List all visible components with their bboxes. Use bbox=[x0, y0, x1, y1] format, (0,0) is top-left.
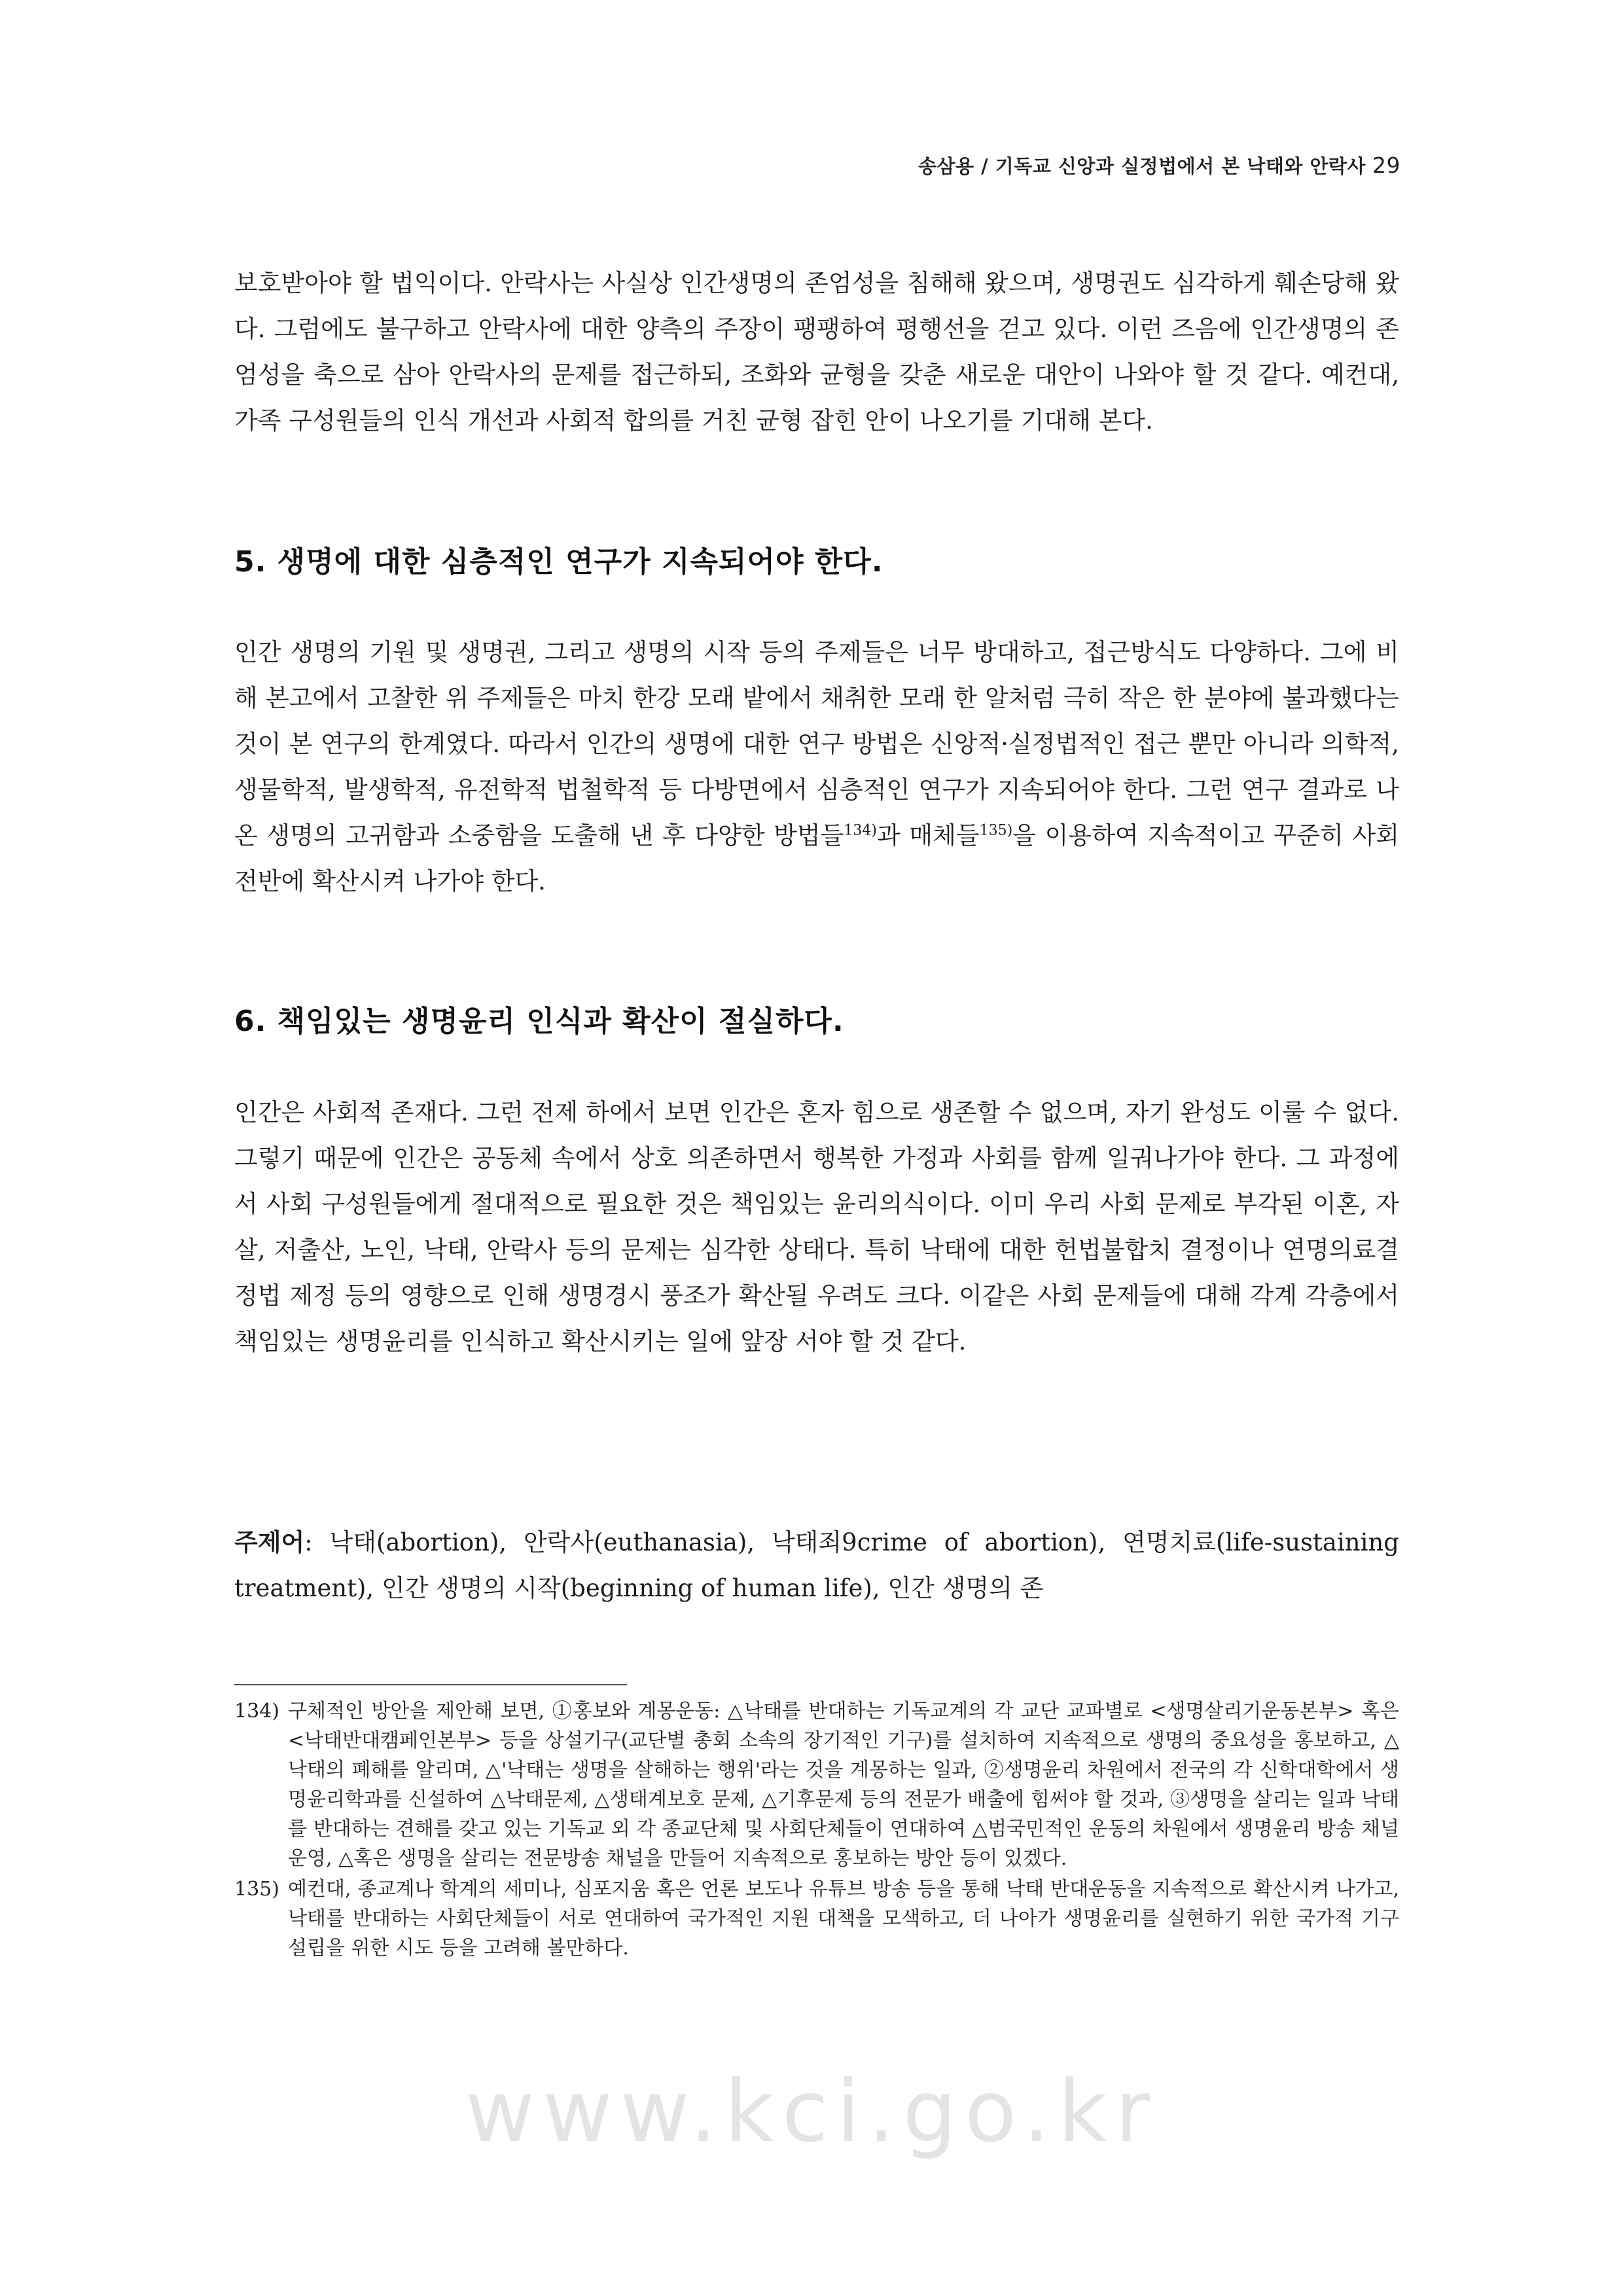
keyword-gloss: (life-sustaining treatment) bbox=[234, 1528, 1399, 1602]
keywords-paragraph: 주제어: 낙태(abortion), 안락사(euthanasia), 낙태죄9crime of abortion), 연명치료(life-sustaining treatment), 인간 생명의 시작(beginning of human life), 인간 생명의 존 bbox=[234, 1528, 1399, 1602]
intro-paragraph: 보호받아야 할 법익이다. 안락사는 사실상 인간생명의 존엄성을 침해해 왔으며, 생명권도 심각하게 훼손당해 왔다. 그럼에도 불구하고 안락사에 대한 양측의 주장이 팽팽하여 평행선을 걷고 있다. 이런 즈음에 인간생명의 존엄성을 축으로 삼아 안락사의 문제를 접근하되, 조화와 균형을 갖춘 새로운 대안이 나와야 할 것 같다. 예컨대, 가족 구성원들의 인식 개선과 사회적 합의를 거친 균형 잡힌 안이 나오기를 기대해 본다. bbox=[234, 269, 1399, 435]
footnote-text: 예컨대, 종교계나 학계의 세미나, 심포지움 혹은 언론 보도나 유튜브 방송 등을 통해 낙태 반대운동을 지속적으로 확산시켜 나가고, 낙태를 반대하는 사회단체들이 서로 연대하여 국가적인 지원 대책을 모색하고, 더 나아가 생명윤리를 실현하기 위한 국가적 기구 설립을 위한 시도 등을 고려해 볼만하다. bbox=[288, 1878, 1399, 1960]
section-5-text-part-1: 인간 생명의 기원 및 생명권, 그리고 생명의 시작 등의 주제들은 너무 방대하고, 접근방식도 다양하다. 그에 비해 본고에서 고찰한 위 주제들은 마치 한강 모래 밭에서 채취한 모래 한 알처럼 극히 작은 한 분야에 불과했다는 것이 본 연구의 한계였다. 따라서 인간의 생명에 대한 연구 방법은 신앙적·실정법적인 접근 뿐만 아니라 의학적, 생물학적, 발생학적, 유전학적 법철학적 등 다방면에서 심층적인 연구가 지속되어야 한다. 그런 연구 결과로 나온 생명의 고귀함과 소중함을 도출해 낸 후 다양한 방법들 bbox=[234, 638, 1399, 850]
section-5-heading: 5. 생명에 대한 심층적인 연구가 지속되어야 한다. bbox=[234, 545, 883, 579]
keyword-gloss: 9crime of abortion) bbox=[842, 1528, 1098, 1556]
keyword-gloss: (beginning of human life) bbox=[560, 1574, 872, 1602]
keyword-term: 낙태죄 bbox=[771, 1528, 842, 1556]
keyword-term: 연명치료 bbox=[1122, 1528, 1217, 1556]
keyword-term: 안락사 bbox=[523, 1528, 594, 1556]
running-header bbox=[918, 152, 1400, 179]
section-5-paragraph bbox=[234, 630, 1399, 905]
footnote-number: 135) bbox=[234, 1878, 279, 1901]
keyword-term: 낙태 bbox=[329, 1528, 377, 1556]
footnote-135 bbox=[234, 1874, 1399, 1963]
section-5-text-part-2: 과 매체들 bbox=[876, 821, 980, 850]
section-6-heading: 6. 책임있는 생명윤리 인식과 확산이 절실하다. bbox=[234, 1005, 844, 1038]
footnote-number: 134) bbox=[234, 1700, 279, 1723]
section-6-paragraph: 인간은 사회적 존재다. 그런 전제 하에서 보면 인간은 혼자 힘으로 생존할 수 없으며, 자기 완성도 이룰 수 없다. 그렇기 때문에 인간은 공동체 속에서 상호 의존하면서 행복한 가정과 사회를 함께 일궈나가야 한다. 그 과정에서 사회 구성원들에게 절대적으로 필요한 것은 책임있는 윤리의식이다. 이미 우리 사회 문제로 부각된 이혼, 자살, 저출산, 노인, 낙태, 안락사 등의 문제는 심각한 상태다. 특히 낙태에 대한 헌법불합치 결정이나 연명의료결정법 제정 등의 영향으로 인해 생명경시 풍조가 확산될 우려도 크다. 이같은 사회 문제들에 대해 각계 각층에서 책임있는 생명윤리를 인식하고 확산시키는 일에 앞장 서야 할 것 같다. bbox=[234, 1098, 1399, 1355]
keyword-term: 인간 생명의 시작 bbox=[382, 1574, 561, 1602]
footnote-divider bbox=[234, 1684, 627, 1685]
page-number: 29 bbox=[1372, 152, 1400, 178]
footnote-134 bbox=[234, 1696, 1399, 1873]
watermark: www.kci.go.kr bbox=[465, 2062, 1158, 2161]
footnote-ref-134[interactable]: 134) bbox=[844, 822, 877, 839]
footnote-text: 구체적인 방안을 제안해 보면, ①홍보와 계몽운동: △낙태를 반대하는 기독교계의 각 교단 교파별로 <생명살리기운동본부> 혹은 <낙태반대캠페인본부> 등을 상설기구(교단별 총회 소속의 장기적인 기구)를 설치하여 지속적으로 생명의 중요성을 홍보하고, △낙태의 폐해를 알리며, △'낙태는 생명을 살해하는 행위'라는 것을 계몽하는 일과, ②생명윤리 차원에서 전국의 각 신학대학에서 생명윤리학과를 신설하여 △낙태문제, △생태계보호 문제, △기후문제 등의 전문가 배출에 힘써야 할 것과, ③생명을 살리는 일과 낙태를 반대하는 견해를 갖고 있는 기독교 외 각 종교단체 및 사회단체들이 연대하여 △범국민적인 운동의 차원에서 생명윤리 방송 채널 운영, △혹은 생명을 살리는 전문방송 채널을 만들어 지속적으로 홍보하는 방안 등이 있겠다. bbox=[288, 1700, 1399, 1870]
keywords-label: 주제어 bbox=[234, 1528, 305, 1556]
keyword-gloss: (abortion) bbox=[376, 1528, 499, 1556]
keyword-gloss: (euthanasia) bbox=[594, 1528, 747, 1556]
footnote-ref-135[interactable]: 135) bbox=[979, 822, 1013, 839]
section-5-text-part-3: 을 이용하여 지속적이고 꾸준히 사회 전반에 확산시켜 나가야 한다. bbox=[234, 821, 1399, 895]
keyword-term: 인간 생명의 존 bbox=[887, 1574, 1044, 1602]
footnotes bbox=[234, 1696, 1399, 1964]
running-title: 송삼용 / 기독교 신앙과 실정법에서 본 낙태와 안락사 bbox=[918, 155, 1366, 177]
